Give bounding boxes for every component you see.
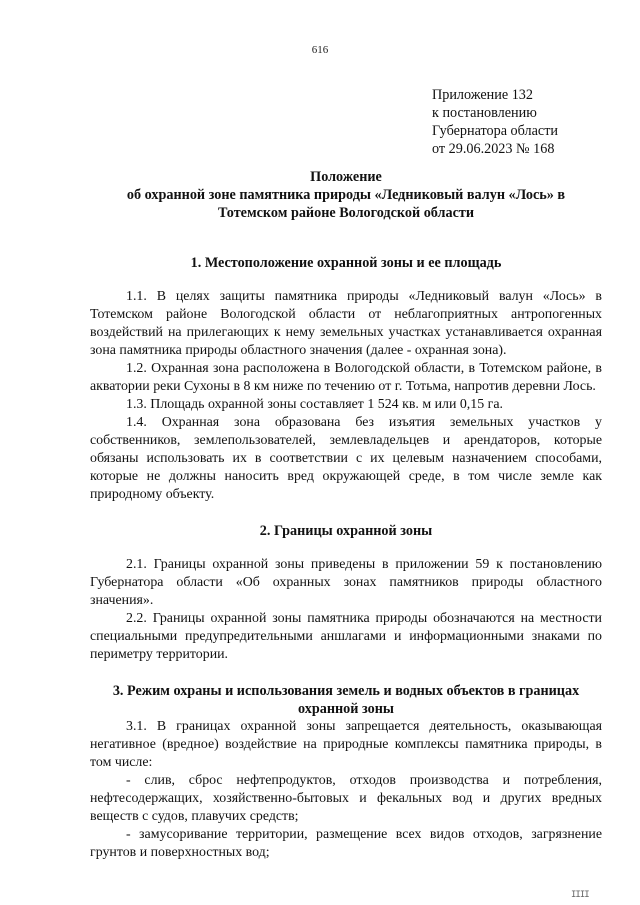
section-2-heading: 2. Границы охранной зоны [259,523,433,539]
section-3-heading-line-2: охранной зоны [298,701,394,717]
paragraph-1-3: 1.3. Площадь охранной зоны составляет 1 524 кв. м или 0,15 га. [126,397,503,412]
appendix-line-4: от 29.06.2023 № 168 [432,141,555,157]
title-line-1: Положение [310,169,382,185]
appendix-reference [432,86,622,158]
title-line-3: Тотемском районе Вологодской области [217,205,475,221]
appendix-line-3: Губернатора области [432,123,558,139]
paragraph-1-4: 1.4. Охранная зона образована без изъятия земельных участков у собственников, землепользователей, землевладельцев и арендаторов, которые обязаны использовать их в соответствии с их целевым назначением способами, которые не должны наносить вред окружающей среде, в том числе земле как природному объекту. [90,415,602,502]
paragraph-1-2: 1.2. Охранная зона расположена в Вологодской области, в Тотемском районе, в акватории реки Сухоны в 8 км ниже по течению от г. Тотьма, напротив деревни Лось. [90,361,602,394]
title-line-2: об охранной зоне памятника природы «Ледниковый валун «Лось» в [126,187,566,203]
appendix-line-2: к постановлению [432,105,537,121]
list-item-littering: - замусоривание территории, размещение всех видов отходов, загрязнение грунтов и поверхностных вод; [90,827,602,860]
page-number: 616 [311,44,329,56]
paragraph-2-1: 2.1. Границы охранной зоны приведены в приложении 59 к постановлению Губернатора области «Об охранных зонах памятников природы областного значения». [90,557,602,608]
scan-mark: IIII [571,890,589,900]
section-3-heading-line-1: 3. Режим охраны и использования земель и водных объектов в границах [112,683,580,699]
document-body [90,168,602,862]
paragraph-1-1: 1.1. В целях защиты памятника природы «Ледниковый валун «Лось» в Тотемском районе Вологодской области от неблагоприятных антропогенных воздействий на прилегающих к нему земельных участках устанавливается охранная зона памятника природы областного значения (далее - охранная зона). [90,289,602,358]
list-item-discharge: - слив, сброс нефтепродуктов, отходов производства и потребления, нефтесодержащих, хозяйственно-бытовых и фекальных вод и других вредных веществ с судов, плавучих средств; [90,773,602,824]
paragraph-2-2: 2.2. Границы охранной зоны памятника природы обозначаются на местности специальными предупредительными аншлагами и информационными знаками по периметру территории. [90,611,602,662]
paragraph-3-1: 3.1. В границах охранной зоны запрещается деятельность, оказывающая негативное (вредное) воздействие на природные комплексы памятника природы, в том числе: [90,719,602,770]
section-1-heading: 1. Местоположение охранной зоны и ее площадь [190,255,502,271]
section-3-heading [90,682,602,718]
appendix-line-1: Приложение 132 [432,87,533,103]
document-title [90,168,602,222]
